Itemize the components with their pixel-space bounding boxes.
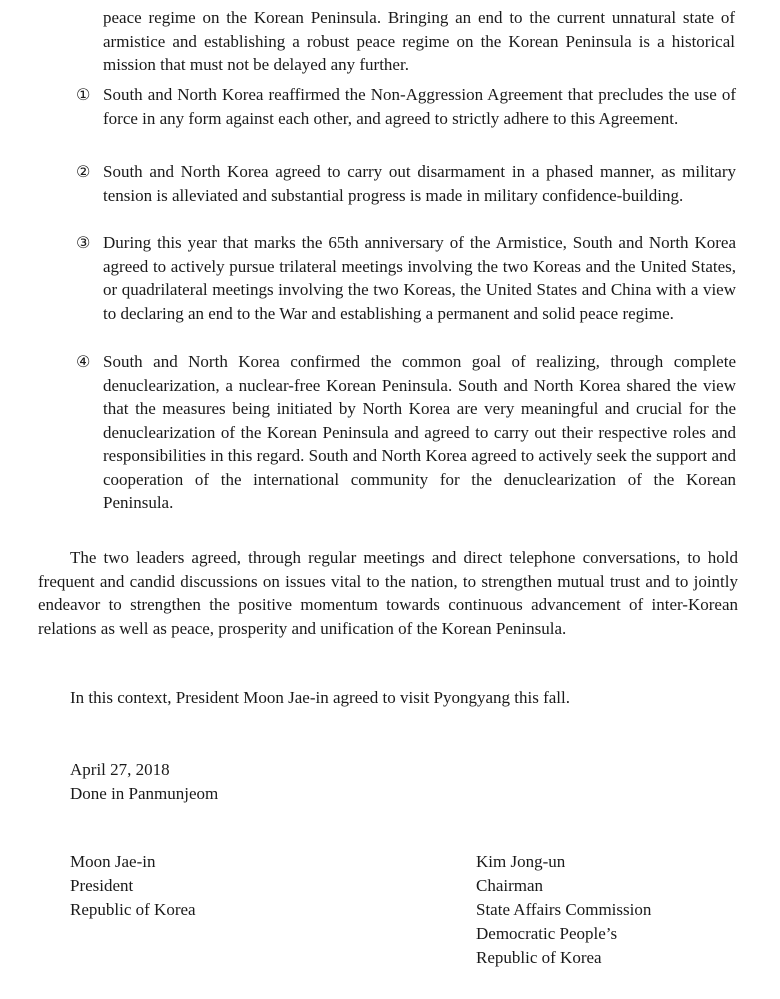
list-item-4 [76,350,736,515]
signatory-name: Kim Jong-un [476,852,566,871]
item-text: During this year that marks the 65th anniversary of the Armistice, South and North Korea agreed to actively pursue trilateral meetings involving the two Koreas and the United States, or quadrilateral meetings involving the two Koreas, the United States and China with a view to declaring an end to the War and establishing a permanent and solid peace regime. [103,233,736,323]
item-text: South and North Korea agreed to carry out disarmament in a phased manner, as military tension is alleviated and substantial progress is made in military confidence-building. [103,162,736,205]
item-marker: ③ [76,233,91,252]
item-text: South and North Korea confirmed the common goal of realizing, through complete denuclearization, a nuclear-free Korean Peninsula. South and North Korea shared the view that the measures being initiated by North Korea are very meaningful and crucial for the denuclearization of the Korean Peninsula and agreed to carry out their respective roles and responsibilities in this regard. South and North Korea agreed to actively seek the support and cooperation of the international community for the denuclearization of the Korean Peninsula. [103,352,736,512]
continuation-paragraph: peace regime on the Korean Peninsula. Bringing an end to the current unnatural state of armistice and establishing a robust peace regime on the Korean Peninsula is a historical mission that must not be delayed any further. [103,8,735,74]
item-text: South and North Korea reaffirmed the Non-Aggression Agreement that precludes the use of force in any form against each other, and agreed to strictly adhere to this Agreement. [103,85,736,128]
body-paragraph: The two leaders agreed, through regular meetings and direct telephone conversations, to hold frequent and candid discussions on issues vital to the nation, to strengthen mutual trust and to jointly endeavor to strengthen the positive momentum towards continuous advancement of inter-Korean relations as well as peace, prosperity and unification of the Korean Peninsula. [38,548,738,638]
signing-date: April 27, 2018 [70,760,170,779]
closing-sentence: In this context, President Moon Jae-in agreed to visit Pyongyang this fall. [70,688,571,707]
signatory-title: President [70,876,134,895]
signatory-country: Republic of Korea [70,900,196,919]
signatory-organization: State Affairs Commission [476,900,652,919]
signing-place: Done in Panmunjeom [70,784,219,803]
list-item-2 [76,160,736,207]
signatory-title: Chairman [476,876,544,895]
item-marker: ② [76,162,91,181]
list-item-1 [76,83,736,130]
signatory-country-line-2: Republic of Korea [476,948,602,967]
item-marker: ④ [76,352,91,371]
signatory-country-line-1: Democratic People’s [476,924,618,943]
list-item-3 [76,231,736,325]
signatory-name: Moon Jae-in [70,852,156,871]
item-marker: ① [76,85,91,104]
